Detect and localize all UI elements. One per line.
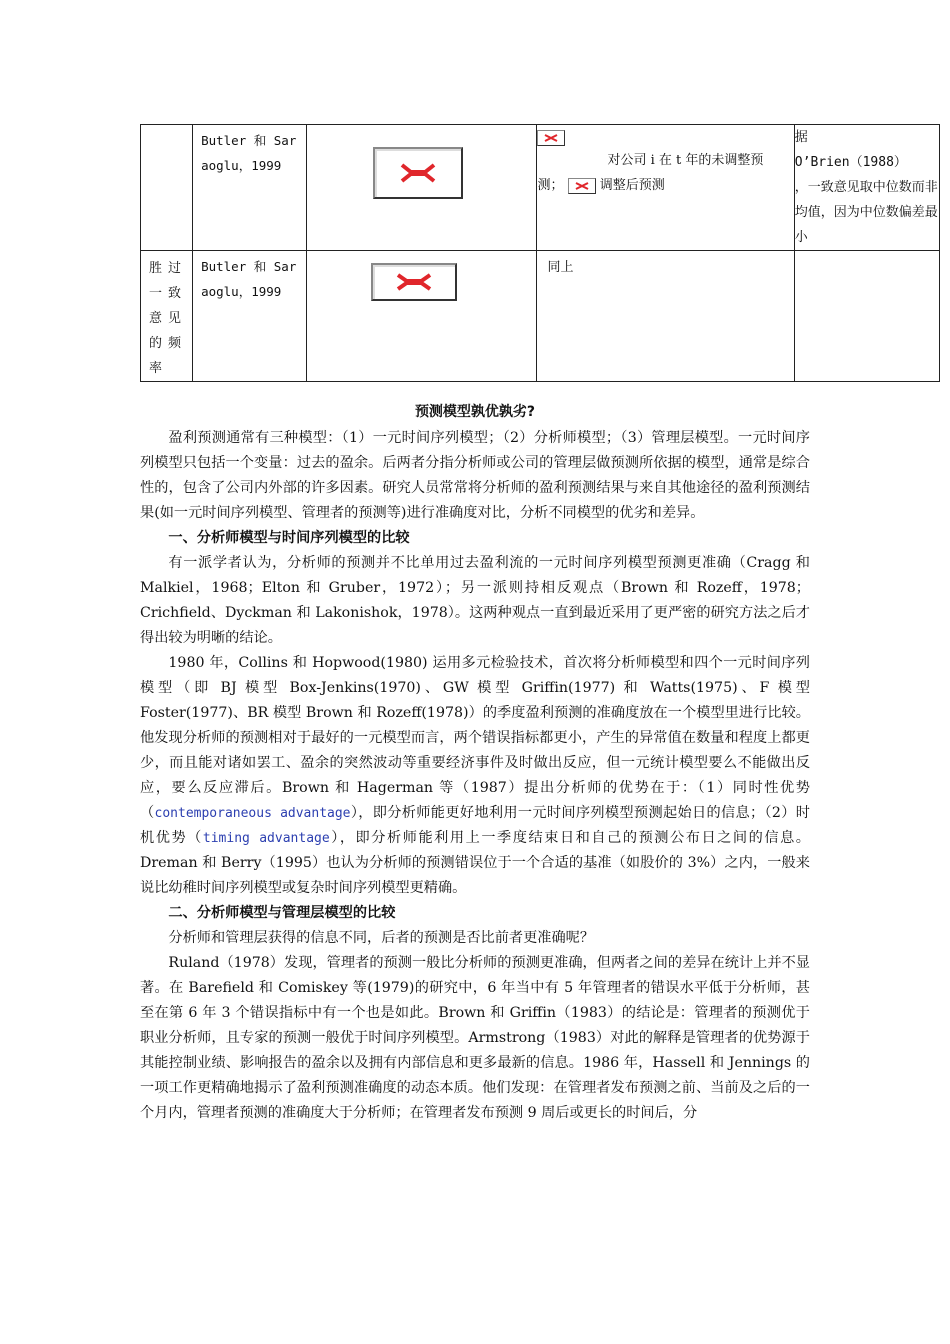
paragraph: 盈利预测通常有三种模型：（1）一元时间序列模型；（2）分析师模型；（3）管理层模型。一元时间序列模型只包括一个变量：过去的盈余。后两者分指分析师或公司的管理层做预测所依据的模型，通常是综合性的，包含了公司内外部的许多因素。研究人员常常将分析师的盈利预测结果与来自其他途径的盈利预测结果(如一元时间序列模型、管理者的预测等)进行准确度对比，分析不同模型的优劣和差异。 <box>140 430 810 521</box>
notes-cell <box>794 251 939 382</box>
description-text: 同上 <box>547 260 574 275</box>
description-line-1: 对公司 i 在 t 年的未调整预 <box>607 153 764 168</box>
notes-line-b: O’Brien（1988） <box>794 155 907 170</box>
description-cell <box>537 251 794 382</box>
broken-image-icon <box>568 178 596 194</box>
description-line-2a: 测； <box>537 178 564 193</box>
notes-line-c: ，一致意见取中位数而非均值，因为中位数偏差最小 <box>794 180 938 245</box>
section-title: 预测模型孰优孰劣? <box>414 404 536 420</box>
metric-name: 胜过一致意见的频率 <box>149 261 188 376</box>
broken-image-icon <box>371 263 457 301</box>
broken-image-icon <box>373 147 463 199</box>
metric-name-cell <box>141 251 193 382</box>
paragraph: 有一派学者认为，分析师的预测并不比单用过去盈利流的一元时间序列模型预测更准确（Cragg 和 Malkiel，1968；Elton 和 Gruber，1972）；另一派则持相反观点（Brown 和 Rozeff，1978；Crichfield、Dyckman 和 Lakonishok，1978）。这两种观点一直到最近采用了更严密的研究方法之后才得出较为明晰的结论。 <box>140 555 810 646</box>
author-cell <box>193 251 307 382</box>
metric-name-cell <box>141 125 193 251</box>
section-heading: 一、分析师模型与时间序列模型的比较 <box>168 530 410 546</box>
paragraph: Ruland（1978）发现，管理者的预测一般比分析师的预测更准确，但两者之间的差异在统计上并不显著。在 Barefield 和 Comiskey 等(1979)的研究中，6 年当中有 5 年管理者的错误水平低于分析师，甚至在第 6 年 3 个错误指标中有一个也是如此。Brown 和 Griffin（1983）的结论是：管理者的预测优于职业分析师，且专家的预测一般优于时间序列模型。Armstrong（1983）对此的解释是管理者的优势源于其能控制业绩、影响报告的盈余以及拥有内部信息和更多最新的信息。1986 年，Hassell 和 Jennings 的一项工作更精确地揭示了盈利预测准确度的动态本质。他们发现：在管理者发布预测之前、当前及之后的一个月内，管理者预测的准确度大于分析师；在管理者发布预测 9 周后或更长的时间后，分 <box>140 955 810 1121</box>
notes-line-a: 据 <box>794 130 808 145</box>
description-line-2b: 调整后预测 <box>599 178 665 193</box>
description-cell <box>537 125 794 251</box>
section-heading: 二、分析师模型与管理层模型的比较 <box>168 905 396 921</box>
notes-cell <box>794 125 939 251</box>
metrics-table <box>140 124 940 382</box>
author-text: Butler 和 Saraoglu，1999 <box>201 259 297 299</box>
table-row <box>141 125 940 251</box>
author-text: Butler 和 Saraoglu，1999 <box>201 133 297 173</box>
term-contemporaneous: contemporaneous advantage <box>154 806 351 821</box>
broken-image-icon <box>537 130 565 146</box>
term-timing: timing advantage <box>202 831 330 846</box>
table-row <box>141 251 940 382</box>
paragraph: 分析师和管理层获得的信息不同，后者的预测是否比前者更准确呢？ <box>168 930 595 946</box>
formula-cell <box>307 125 537 251</box>
author-cell <box>193 125 307 251</box>
formula-cell <box>307 251 537 382</box>
paragraph: 1980 年，Collins 和 Hopwood(1980) 运用多元检验技术，首次将分析师模型和四个一元时间序列模型（即 BJ 模型 Box-Jenkins(1970)、GW 模型 Griffin(1977) 和 Watts(1975)、F 模型 Foster(1977)、BR 模型 Brown 和 Rozeff(1978)）的季度盈利预测的准确度放在一个模型里进行比较。他发现分析师的预测相对于最好的一元模型而言，两个错误指标都更小，产生的异常值在数量和程度上都更少，而且能对诸如罢工、盈余的突然波动等重要经济事件及时做出反应，但一元统计模型要么不能做出反应，要么反应滞后。Brown 和 Hagerman 等（1987）提出分析师的优势在于：（1）同时性优势（contemporaneous advantage），即分析师能更好地利用一元时间序列模型预测起始日的信息；（2）时机优势（timing advantage），即分析师能利用上一季度结束日和自己的预测公布日之间的信息。Dreman 和 Berry（1995）也认为分析师的预测错误位于一个合适的基准（如股价的 3%）之内，一般来说比幼稚时间序列模型或复杂时间序列模型更精确。 <box>140 655 810 896</box>
article-body <box>140 426 810 1126</box>
